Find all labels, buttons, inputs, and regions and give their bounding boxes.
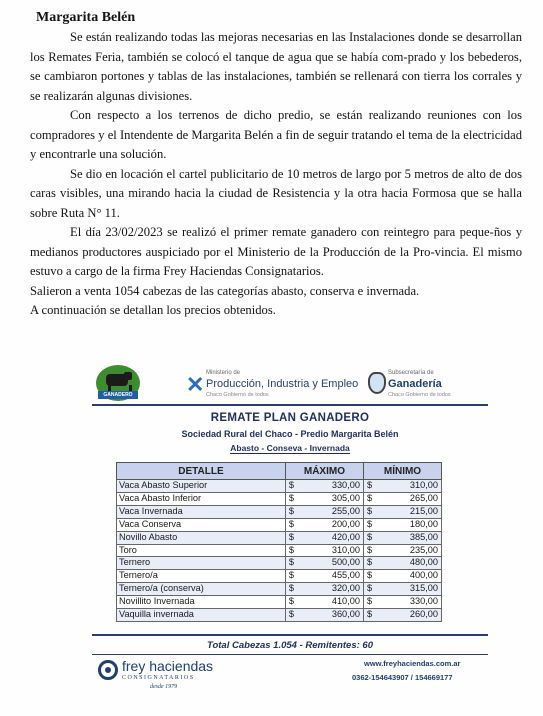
minimo-value: 385,00 [384, 531, 442, 544]
maximo-value: 420,00 [306, 531, 364, 544]
article-title: Margarita Belén [36, 10, 136, 25]
detalle-cell: Ternero [117, 557, 286, 570]
minimo-currency: $ [363, 505, 383, 518]
price-row [117, 596, 442, 609]
maximo-value: 455,00 [306, 570, 364, 583]
maximo-currency: $ [285, 583, 305, 596]
minimo-currency: $ [363, 492, 383, 505]
detalle-cell: Ternero/a [117, 570, 286, 583]
subsecretaria-small: Subsecretaría de [388, 370, 434, 376]
minimo-value: 315,00 [384, 583, 442, 596]
news-article [30, 8, 522, 321]
detalle-cell: Ternero/a (conserva) [117, 583, 286, 596]
detalle-cell: Toro [117, 544, 286, 557]
frey-desde: desde 1979 [150, 684, 178, 690]
minimo-value: 235,00 [384, 544, 442, 557]
maximo-value: 320,00 [306, 583, 364, 596]
minimo-currency: $ [363, 570, 383, 583]
minimo-value: 260,00 [384, 609, 442, 622]
maximo-value: 255,00 [306, 505, 364, 518]
minimo-currency: $ [363, 557, 383, 570]
minimo-currency: $ [363, 544, 383, 557]
price-row [117, 557, 442, 570]
minimo-value: 215,00 [384, 505, 442, 518]
header-maximo: MÁXIMO [285, 463, 363, 480]
minimo-currency: $ [363, 480, 383, 493]
maximo-value: 330,00 [306, 480, 364, 493]
maximo-value: 410,00 [306, 596, 364, 609]
detalle-cell: Vaquilla invernada [117, 609, 286, 622]
detalle-cell: Vaca Invernada [117, 505, 286, 518]
price-row [117, 505, 442, 518]
article-paragraph: Se dio en locación el cartel publicitario de 10 metros de largo por 5 metros de alto de dos caras visibles, una mirando hacia la ciudad de Resistencia y la otra hacia Formosa que se halla sobre Ruta N° 11. [30, 166, 522, 220]
minimo-currency: $ [363, 531, 383, 544]
price-row [117, 492, 442, 505]
minimo-currency: $ [363, 609, 383, 622]
frey-logo-icon [98, 660, 118, 680]
flyer-header [88, 362, 492, 402]
subsecretaria-tagline: Chaco Gobierno de todos [388, 392, 451, 398]
maximo-currency: $ [285, 570, 305, 583]
subsecretaria-name: Ganadería [388, 378, 442, 390]
detalle-cell: Vaca Conserva [117, 518, 286, 531]
frey-name: frey haciendas [122, 658, 214, 674]
ganadero-logo-text: GANADERO [98, 391, 138, 399]
header-minimo: MÍNIMO [363, 463, 441, 480]
ministerio-tagline: Chaco Gobierno de todos [206, 392, 269, 398]
maximo-currency: $ [285, 557, 305, 570]
frey-consignatarios: CONSIGNATARIOS [122, 675, 195, 681]
maximo-currency: $ [285, 531, 305, 544]
price-row [117, 544, 442, 557]
maximo-value: 200,00 [306, 518, 364, 531]
detalle-cell: Vaca Abasto Inferior [117, 492, 286, 505]
maximo-value: 310,00 [306, 544, 364, 557]
maximo-currency: $ [285, 505, 305, 518]
minimo-value: 310,00 [384, 480, 442, 493]
price-row [117, 531, 442, 544]
minimo-value: 400,00 [384, 570, 442, 583]
detalle-cell: Novillo Abasto [117, 531, 286, 544]
price-row [117, 570, 442, 583]
maximo-currency: $ [285, 518, 305, 531]
ministerio-x-icon: ✕ [186, 372, 205, 397]
maximo-currency: $ [285, 492, 305, 505]
article-paragraph: Se están realizando todas las mejoras necesarias en las Instalaciones donde se desarrollan los Remates Feria, también se colocó el tanque de agua que se había com-prado y los bebederos, se cambiaron portones y tablas de las instalaciones, también se rellenará con tierra los corrales y se realizarán algunas divisiones. [30, 30, 522, 103]
flyer-subtitle: Sociedad Rural del Chaco - Predio Margarita Belén [181, 429, 399, 439]
maximo-currency: $ [285, 480, 305, 493]
total-summary: Total Cabezas 1.054 - Remitentes: 60 [207, 640, 373, 651]
minimo-currency: $ [363, 583, 383, 596]
minimo-value: 180,00 [384, 518, 442, 531]
price-table [116, 462, 442, 622]
price-table-header [117, 463, 442, 480]
ganadero-cow-logo [96, 365, 140, 401]
ministerio-small: Ministerio de [206, 370, 241, 376]
maximo-currency: $ [285, 596, 305, 609]
maximo-value: 305,00 [306, 492, 364, 505]
detalle-cell: Novillito Invernada [117, 596, 286, 609]
website: www.freyhaciendas.com.ar [364, 659, 461, 668]
detalle-cell: Vaca Abasto Superior [117, 480, 286, 493]
minimo-value: 265,00 [384, 492, 442, 505]
minimo-currency: $ [363, 596, 383, 609]
price-row [117, 609, 442, 622]
escudo-icon [368, 372, 386, 394]
maximo-currency: $ [285, 609, 305, 622]
price-row [117, 583, 442, 596]
header-divider [92, 404, 488, 406]
minimo-currency: $ [363, 518, 383, 531]
minimo-value: 330,00 [384, 596, 442, 609]
article-line-continuacion: A continuación se detallan los precios obtenidos. [30, 303, 276, 317]
auction-flyer [88, 362, 492, 704]
flyer-title: REMATE PLAN GANADERO [210, 412, 370, 424]
maximo-value: 500,00 [306, 557, 364, 570]
article-paragraph: Con respecto a los terrenos de dicho predio, se están realizando reuniones con los compradores y el Intendente de Margarita Belén a fin de seguir tratando el tema de la electricidad y encontrarle una solución. [30, 108, 522, 161]
price-row [117, 518, 442, 531]
footer-divider-2 [92, 654, 488, 655]
maximo-currency: $ [285, 544, 305, 557]
price-row [117, 480, 442, 493]
flyer-categories: Abasto - Conseva - Invernada [230, 443, 350, 453]
header-detalle: DETALLE [117, 463, 286, 480]
footer-divider [92, 634, 488, 636]
maximo-value: 360,00 [306, 609, 364, 622]
ministerio-name: Producción, Industria y Empleo [206, 378, 359, 390]
article-paragraph: El día 23/02/2023 se realizó el primer remate ganadero con reintegro para peque-ños y medianos productores auspiciado por el Ministerio de la Producción de la Pro-vincia. El mismo estuvo a cargo de la firma Frey Haciendas Consignatarios. [30, 225, 522, 278]
article-line-salieron: Salieron a venta 1054 cabezas de las categorías abasto, conserva e invernada. [30, 283, 420, 298]
minimo-value: 480,00 [384, 557, 442, 570]
phone-numbers: 0362-154643907 / 154669177 [352, 673, 453, 682]
